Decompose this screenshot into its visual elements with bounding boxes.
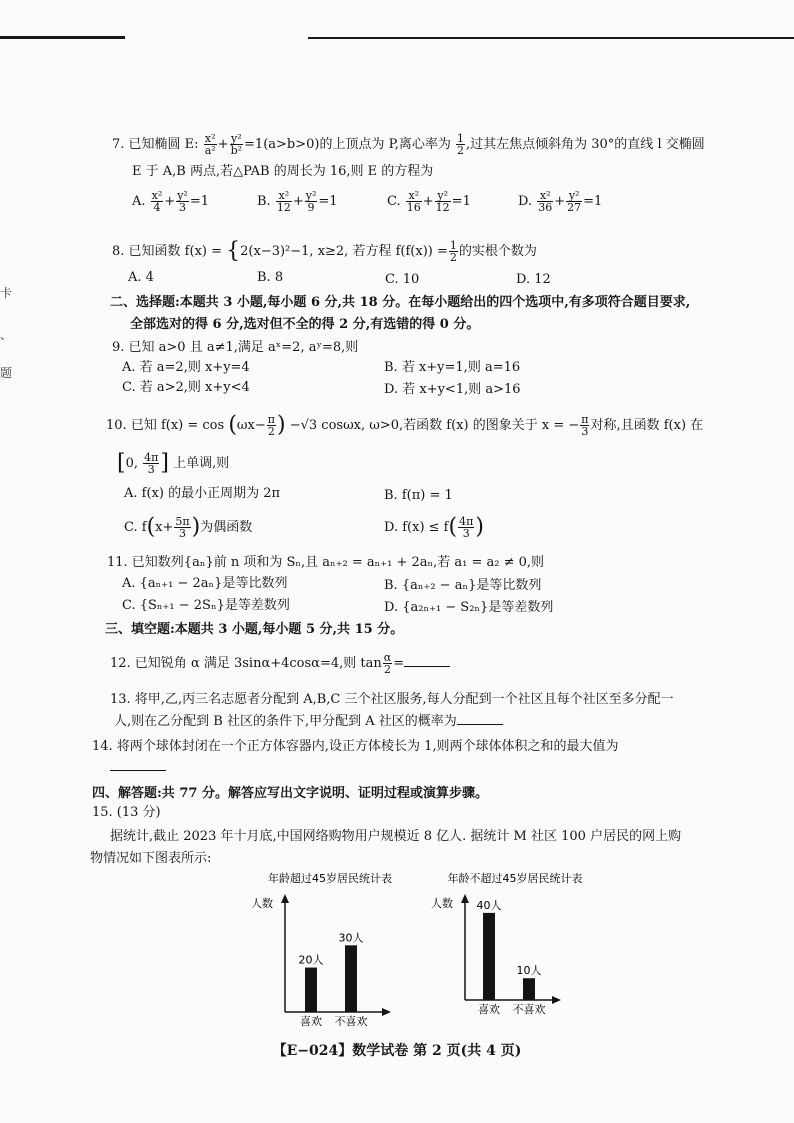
q9-option-b: B. 若 x+y=1,则 a=16 bbox=[384, 360, 521, 375]
chart-1-data-label-1: 20人 bbox=[298, 953, 324, 967]
question-7-line2: E 于 A,B 两点,若△PAB 的周长为 16,则 E 的方程为 bbox=[132, 164, 434, 179]
q7-pre: 已知椭圆 E: bbox=[128, 137, 199, 152]
q11-option-d: D. {a₂ₙ₊₁ − S₂ₙ}是等差数列 bbox=[384, 600, 554, 615]
q9-option-d: D. 若 x+y<1,则 a>16 bbox=[384, 382, 521, 397]
chart-1-y-arrow bbox=[281, 894, 289, 903]
q7-option-a: A. $\frac{\text{x²}}{4}$ + $\frac{\text{y²}}{3}$ =1 bbox=[132, 189, 209, 214]
chart-1-title: 年龄超过45岁居民统计表 bbox=[268, 872, 392, 885]
top-border-left bbox=[0, 36, 125, 39]
q8-option-b: B. 8 bbox=[257, 270, 284, 285]
chart-2-category-1: 喜欢 bbox=[478, 1003, 500, 1016]
chart-1-x-arrow bbox=[382, 1008, 391, 1016]
q7-frac-y: $\frac{\text{y²}}{\text{b²}}$ bbox=[230, 132, 243, 157]
q14-answer-blank[interactable] bbox=[110, 758, 166, 771]
chart-2-ylabel: 人数 bbox=[431, 897, 453, 910]
question-8-line: 8. 已知函数 f(x) = {2(x−3)²−1, x≥2, 若方程 f(f(x)) = $\frac{1}{2}$ 的实根个数为 bbox=[112, 238, 537, 264]
q9-option-c: C. 若 a>2,则 x+y<4 bbox=[122, 380, 250, 395]
section-4-heading: 四、解答题:共 77 分。解答应写出文字说明、证明过程或演算步骤。 bbox=[92, 786, 488, 801]
q7-frac-x: $\frac{\text{x²}}{\text{a²}}$ bbox=[204, 132, 216, 157]
chart-2-title: 年龄不超过45岁居民统计表 bbox=[447, 872, 583, 885]
question-7-line1: 7. 已知椭圆 E: $\frac{\text{x²}}{\text{a²}}$ + $\frac{\text{y²}}{\text{b²}}$ =1(a>b>0)的上顶点为 P,离心率为 $\frac{1}{2}$ ,过其左焦点倾斜角为 30°的直线 l 交椭圆 bbox=[112, 132, 705, 157]
section-2-heading: 二、选择题:本题共 3 小题,每小题 6 分,共 18 分。在每小题给出的四个选项中,有多项符合题目要求, bbox=[110, 295, 691, 310]
q7-mid: =1(a>b>0)的上顶点为 P,离心率为 bbox=[244, 137, 451, 152]
q10-option-d: D. f(x) ≤ f( $\frac{4\pi}{3}$ ) bbox=[384, 514, 484, 540]
chart-2-bar-2 bbox=[523, 978, 535, 1000]
q11-option-c: C. {Sₙ₊₁ − 2Sₙ}是等差数列 bbox=[122, 598, 290, 613]
question-11-stem: 11. 已知数列{aₙ}前 n 项和为 Sₙ,且 aₙ₊₂ = aₙ₊₁ + 2aₙ,若 a₁ = a₂ ≠ 0,则 bbox=[107, 555, 545, 570]
q7-option-d: D. $\frac{\text{x²}}{36}$ + $\frac{\text{y²}}{27}$ =1 bbox=[518, 189, 603, 214]
chart-1-category-1: 喜欢 bbox=[300, 1015, 322, 1028]
q9-option-a: A. 若 a=2,则 x+y=4 bbox=[122, 360, 250, 375]
chart-1-data-label-2: 30人 bbox=[338, 931, 364, 945]
chart-2-y-arrow bbox=[461, 894, 469, 903]
margin-char-2: 、 bbox=[0, 328, 13, 342]
chart-2-x-arrow bbox=[552, 996, 561, 1004]
chart-2-data-label-2: 10人 bbox=[516, 964, 542, 978]
question-12: 12. 已知锐角 α 满足 3sinα+4cosα=4,则 tan $\frac{\alpha}{2}$ = bbox=[110, 652, 450, 675]
q11-option-a: A. {aₙ₊₁ − 2aₙ}是等比数列 bbox=[122, 576, 288, 591]
section-3-heading: 三、填空题:本题共 3 小题,每小题 5 分,共 15 分。 bbox=[105, 622, 404, 637]
q10-option-b: B. f(π) = 1 bbox=[384, 488, 453, 503]
question-13-line1: 13. 将甲,乙,丙三名志愿者分配到 A,B,C 三个社区服务,每人分配到一个社区且每个社区至多分配一 bbox=[110, 692, 674, 707]
q10-option-a: A. f(x) 的最小正周期为 2π bbox=[124, 486, 281, 501]
question-10-line1: 10. 已知 f(x) = cos (ωx− $\frac{\pi}{2}$ ) −√3 cosωx, ω>0,若函数 f(x) 的图象关于 x = − $\frac{\pi}{3}$ 对称,且函数 f(x) 在 bbox=[106, 412, 704, 438]
question-13-line2: 人,则在乙分配到 B 社区的条件下,甲分配到 A 社区的概率为 bbox=[114, 712, 503, 732]
question-15-line1: 据统计,截止 2023 年十月底,中国网络购物用户规模近 8 亿人. 据统计 M 社区 100 户居民的网上购 bbox=[110, 829, 682, 844]
q8-option-a: A. 4 bbox=[128, 270, 154, 285]
question-10-line2: [0, $\frac{4\pi}{3}$ ] 上单调,则 bbox=[117, 450, 230, 476]
q12-answer-blank[interactable] bbox=[404, 654, 450, 667]
chart-2-data-label-1: 40人 bbox=[476, 898, 502, 912]
margin-char-1: 卡 bbox=[0, 286, 13, 300]
chart-1 bbox=[251, 871, 392, 1028]
question-9-stem: 9. 已知 a>0 且 a≠1,满足 aˣ=2, aʸ=8,则 bbox=[112, 340, 359, 355]
q7-number: 7. bbox=[112, 137, 125, 152]
chart-1-bar-1 bbox=[305, 968, 317, 1012]
top-border-right bbox=[308, 37, 794, 39]
q13-answer-blank[interactable] bbox=[457, 712, 503, 725]
question-15-head: 15. (13 分) bbox=[92, 805, 161, 820]
page-footer: 【E−024】数学试卷 第 2 页(共 4 页) bbox=[272, 1043, 522, 1059]
q11-option-b: B. {aₙ₊₂ − aₙ}是等比数列 bbox=[384, 578, 542, 593]
chart-1-bar-2 bbox=[345, 945, 357, 1012]
question-14-line1: 14. 将两个球体封闭在一个正方体容器内,设正方体棱长为 1,则两个球体体积之和的最大值为 bbox=[92, 739, 619, 754]
q8-piece2: 2(x−3)²−1, x≥2, bbox=[240, 244, 349, 259]
chart-1-ylabel: 人数 bbox=[251, 897, 273, 910]
margin-char-3: 题 bbox=[0, 366, 13, 380]
q7-option-b: B. $\frac{\text{x²}}{12}$ + $\frac{\text{y²}}{9}$ =1 bbox=[257, 189, 338, 214]
question-15-line2: 物情况如下图表所示: bbox=[90, 851, 212, 866]
q8-option-d: D. 12 bbox=[516, 272, 551, 287]
q8-option-c: C. 10 bbox=[385, 272, 420, 287]
section-2-heading-line2: 全部选对的得 6 分,选对但不全的得 2 分,有选错的得 0 分。 bbox=[130, 317, 480, 332]
chart-2-bar-1 bbox=[483, 913, 495, 1000]
q7-post: ,过其左焦点倾斜角为 30°的直线 l 交椭圆 bbox=[466, 137, 705, 152]
q7-frac-half: $\frac{1}{2}$ bbox=[457, 132, 464, 157]
q10-option-c: C. f(x+ $\frac{5\pi}{3}$ )为偶函数 bbox=[124, 514, 253, 540]
chart-2 bbox=[431, 871, 583, 1016]
chart-2-category-2: 不喜欢 bbox=[512, 1003, 546, 1016]
q7-option-c: C. $\frac{\text{x²}}{16}$ + $\frac{\text{y²}}{12}$ =1 bbox=[387, 189, 471, 214]
chart-1-category-2: 不喜欢 bbox=[334, 1015, 368, 1028]
